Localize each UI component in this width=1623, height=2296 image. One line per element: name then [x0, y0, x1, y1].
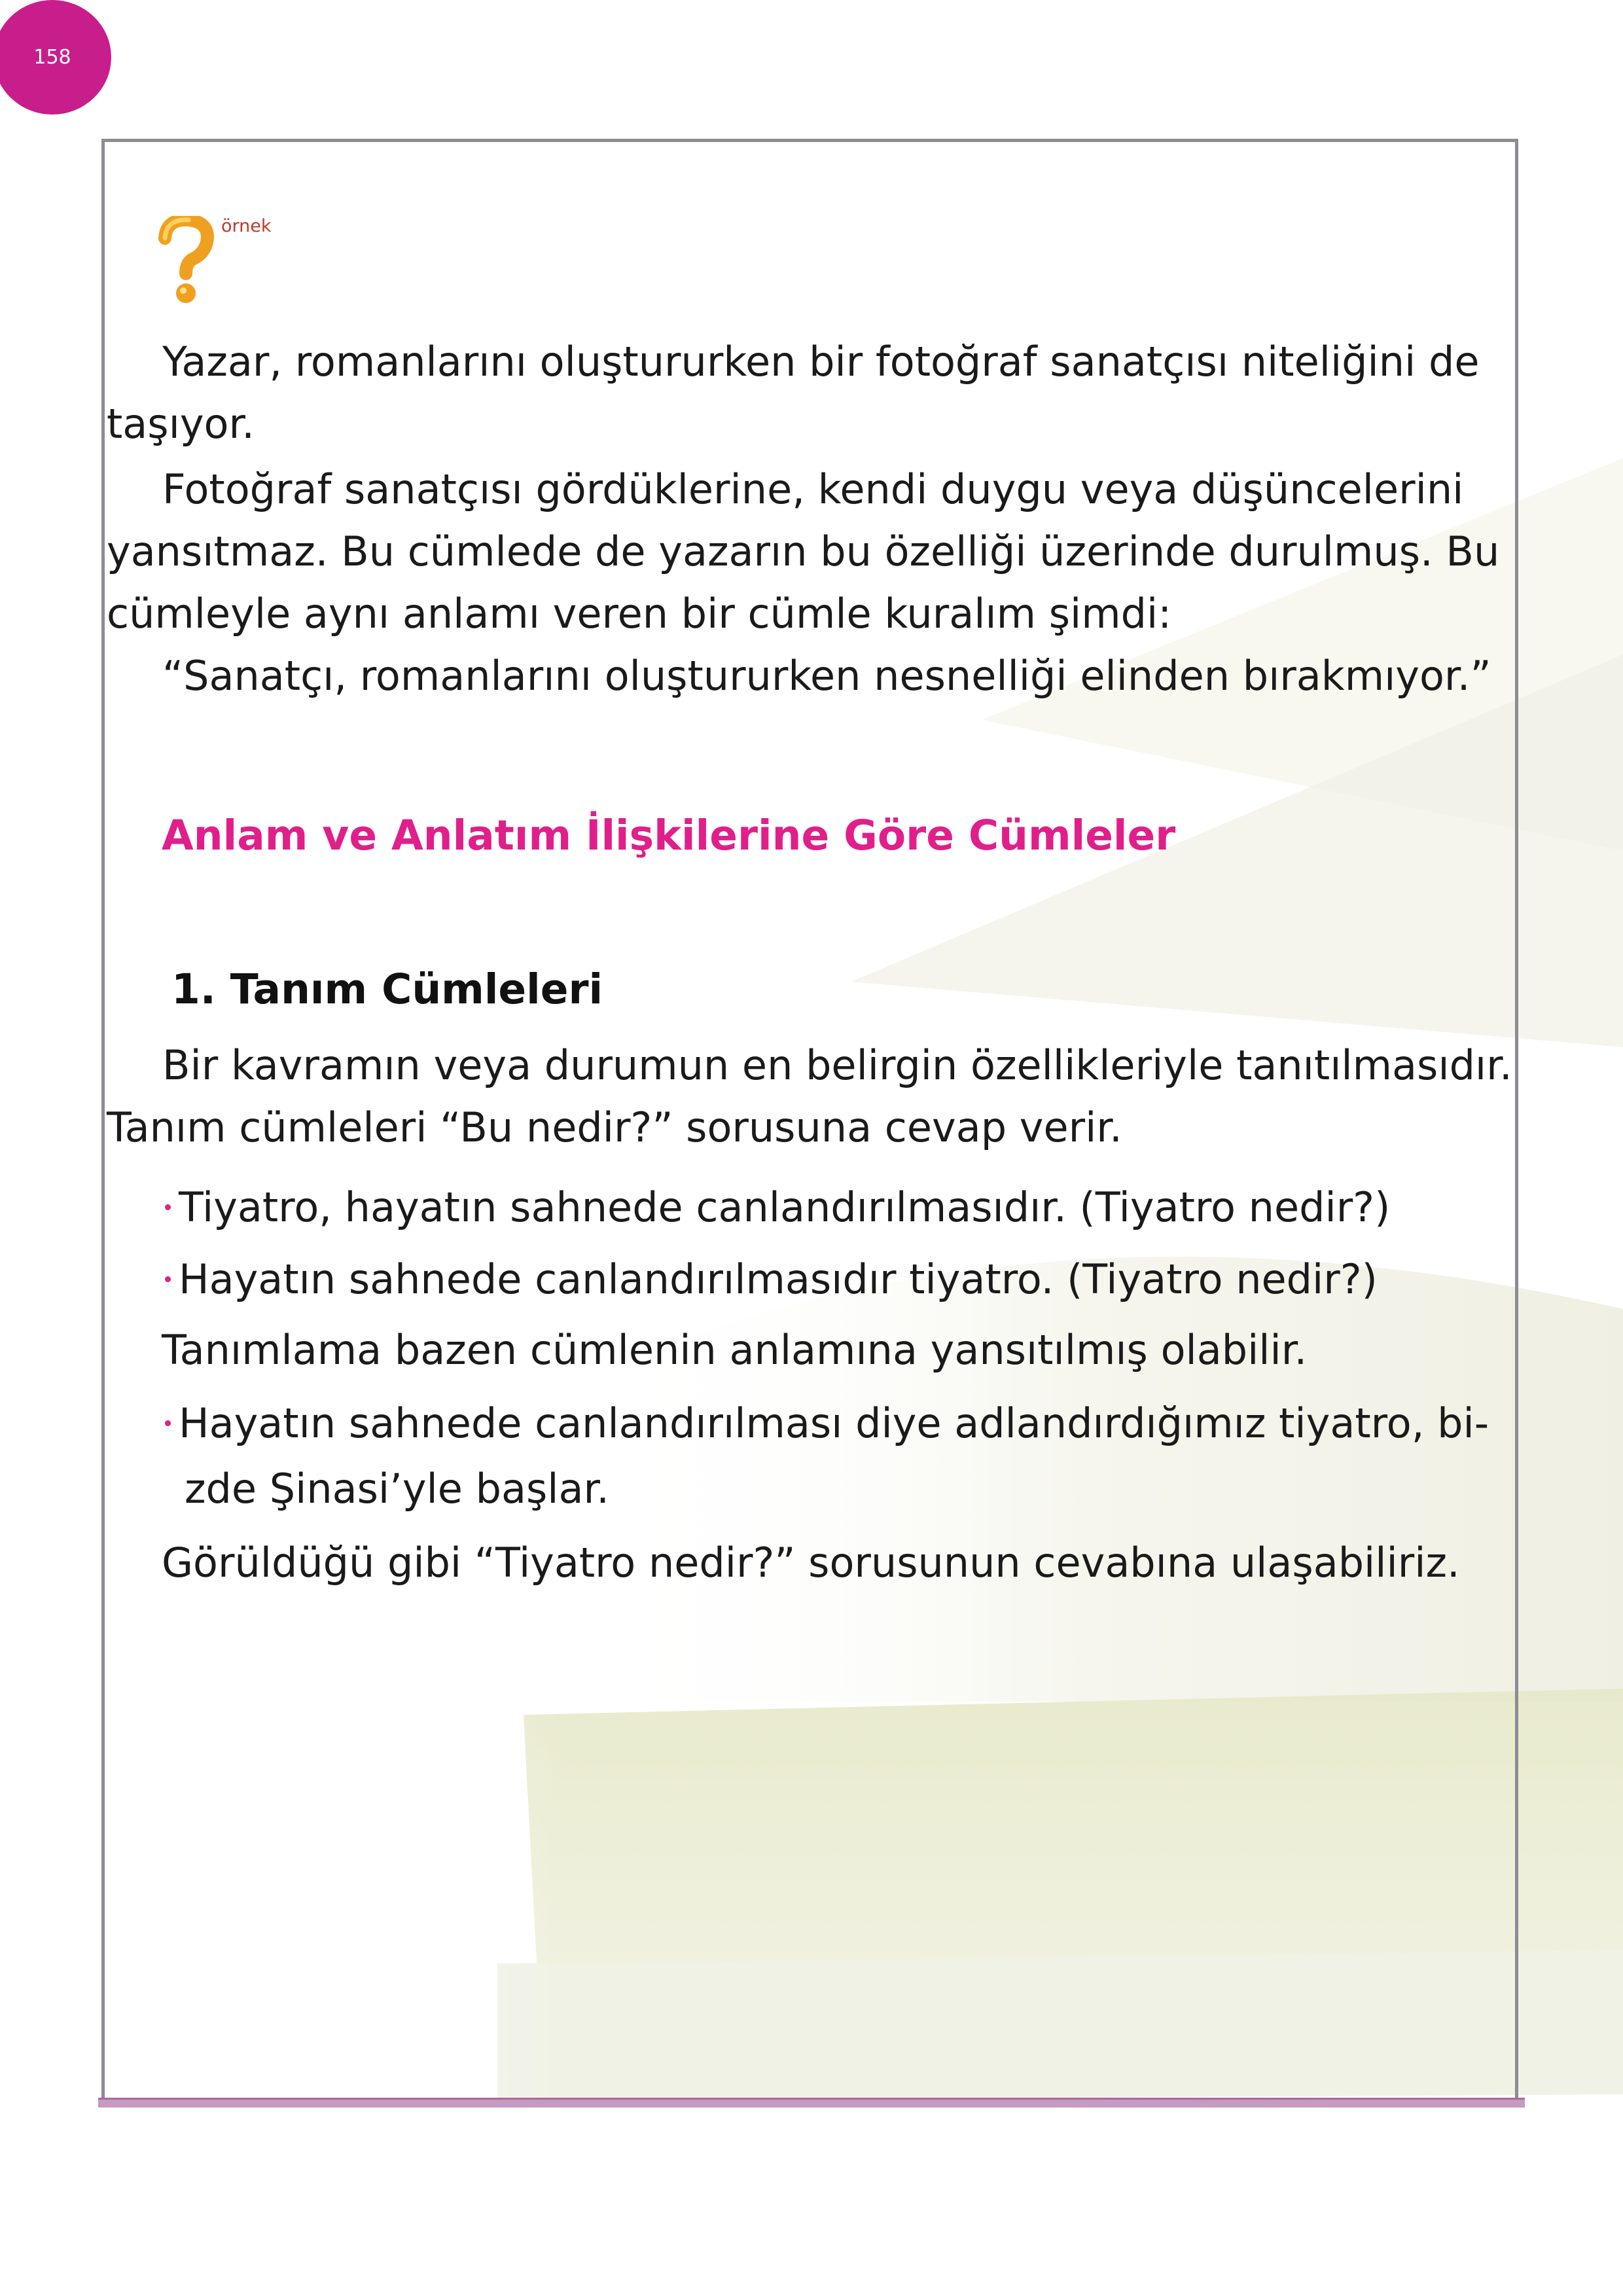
- example-bullet: [165, 1391, 1507, 1522]
- intro-paragraph-2: Fotoğraf sanatçısı gördüklerine, kendi duygu veya düşüncelerini yansıtmaz. Bu cümlede de yazarın bu özelliği üzerinde durulmuş. Bu cümleyle aynı anlamı veren bir cümle kuralım şimdi:: [107, 465, 1500, 637]
- closing-paragraph: Görüldüğü gibi “Tiyatro nedir?” sorusunun cevabına ulaşabiliriz.: [162, 1539, 1460, 1587]
- frame-bottom-rule: [98, 2098, 1525, 2108]
- bullet-text-line2: zde Şinasi’yle başlar.: [185, 1465, 610, 1513]
- bullet-text: Tiyatro, hayatın sahnede canlandırılmasıdır. (Tiyatro nedir?): [179, 1183, 1391, 1231]
- definition-paragraph: Bir kavramın veya durumun en belirgin özellikleriyle tanıtılmasıdır. Tanım cümleleri “Bu nedir?” sorusuna cevap verir.: [107, 1041, 1512, 1151]
- note-paragraph: Tanımlama bazen cümlenin anlamına yansıtılmış olabilir.: [162, 1326, 1308, 1374]
- question-mark-icon: [157, 216, 216, 308]
- section-heading: Anlam ve Anlatım İlişkilerine Göre Cümleler: [162, 812, 1176, 859]
- bullet-dot-icon: [165, 1276, 171, 1282]
- bullet-dot-icon: [165, 1420, 171, 1426]
- bullet-text-line1: Hayatın sahnede canlandırılması diye adlandırdığımız tiyatro, bi-: [179, 1399, 1489, 1447]
- quoted-sentence: “Sanatçı, romanlarını oluştururken nesnelliği elinden bırakmıyor.”: [162, 652, 1491, 700]
- bullet-dot-icon: [165, 1204, 171, 1210]
- page-number: 158: [33, 46, 71, 69]
- example-bullet: [165, 1175, 1507, 1240]
- subsection-heading: 1. Tanım Cümleleri: [171, 965, 603, 1013]
- bullet-text: Hayatın sahnede canlandırılmasıdır tiyatro. (Tiyatro nedir?): [179, 1255, 1378, 1303]
- example-bullet: [165, 1247, 1507, 1312]
- intro-paragraph-1: Yazar, romanlarını oluştururken bir fotoğraf sanatçısı niteliğini de taşıyor.: [107, 338, 1480, 448]
- example-label: örnek: [221, 216, 272, 236]
